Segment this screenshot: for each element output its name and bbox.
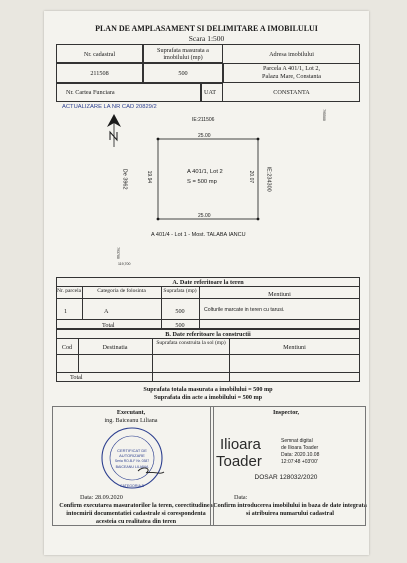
- summary-total-measured: Suprafata totala masurata a imobilului = 500 mp: [143, 386, 273, 393]
- uat-value: CONSTANTA: [273, 89, 310, 96]
- header-suprafata: Suprafata masurata a imobilului (mp): [157, 47, 209, 62]
- total-a-value: 500: [175, 322, 185, 329]
- inspector-box: [210, 406, 366, 526]
- coord-bottom-left: 793700: [115, 247, 120, 259]
- signature-info-3: Data: 2020.10.08: [281, 452, 320, 458]
- north-arrow-icon: [104, 113, 124, 149]
- right-length-label: 20.07: [248, 170, 255, 184]
- top-length-label: 25.00: [198, 133, 211, 139]
- bottom-length-label: 25.00: [198, 213, 211, 219]
- total-b-label: Total: [70, 374, 83, 381]
- section-b-title: B. Date referitoare la constructii: [165, 331, 251, 338]
- executant-box: [52, 406, 214, 526]
- lot-label: A 401/1, Lot 2: [187, 169, 223, 175]
- uat-label: UAT: [204, 89, 217, 96]
- svg-text:CATEGORIA B: CATEGORIA B: [119, 484, 145, 488]
- executant-confirm: Confirm executarea masuratorilor la teren, corectitudinea intocmirii documentatiei cadastrale si corespondenta acesteia cu realitatea din teren: [59, 502, 213, 525]
- row-nr: 1: [64, 308, 68, 315]
- summary-total-acts: Suprafata din acte a imobilului = 500 mp: [153, 394, 263, 401]
- document-title: PLAN DE AMPLASAMENT SI DELIMITARE A IMOBILULUI: [95, 24, 318, 33]
- coord-top-right: 795500: [321, 109, 326, 121]
- header-categorie: Categoria de folosinta: [97, 288, 146, 294]
- svg-text:Seria RO-B-F Nr. 0387: Seria RO-B-F Nr. 0387: [114, 459, 150, 463]
- inspector-date: Data:: [234, 494, 248, 501]
- executant-name: ing. Baiceanu Liliana: [104, 417, 158, 424]
- signature-info-4: 12:07:48 +03'00': [281, 459, 318, 465]
- coord-bottom-left2: 119,700: [118, 262, 131, 266]
- svg-text:BAICEANU LILIANA: BAICEANU LILIANA: [115, 465, 149, 469]
- header-destinatia: Destinatia: [102, 344, 128, 351]
- bottom-caption: A 401/4 - Lot 1 - Most. TALABA IANCU: [151, 232, 246, 238]
- header-mentiuni-a: Mentiuni: [268, 291, 291, 298]
- row-suprafata: 500: [175, 308, 185, 315]
- header-adresa: Adresa imobilului: [269, 51, 314, 58]
- area-label: S = 500 mp: [187, 179, 217, 185]
- nr-cadastral-value: 211508: [90, 70, 109, 77]
- header-nr-parcela: Nr. parcela: [56, 288, 82, 294]
- row-mentiuni: Colturile marcate in teren cu tarusi.: [204, 307, 285, 313]
- update-note: ACTUALIZARE LA NR CAD 20829/2: [62, 104, 157, 110]
- left-side-label: De 3962: [121, 168, 128, 190]
- header-nr-cadastral: Nr. cadastral: [83, 51, 116, 58]
- signature-info-1: Semnat digital: [281, 438, 313, 444]
- cartea-funciara-label: Nr. Cartea Funciara: [66, 89, 115, 96]
- inspector-signature-line1: Ilioara: [220, 436, 261, 453]
- adresa-line2: Palazu Mare, Constanta: [262, 73, 321, 80]
- header-cod: Cod: [61, 344, 73, 351]
- inspector-confirm: Confirm introducerea imobilului in baza de date integrata si atribuirea numarului cadastral: [213, 502, 367, 517]
- inspector-signature-line2: Toader: [216, 453, 262, 470]
- svg-text:CERTIFICAT DE: CERTIFICAT DE: [117, 448, 147, 453]
- executant-date: Data: 28.09.2020: [80, 494, 123, 501]
- dosar-number: DOSAR 128032/2020: [254, 474, 318, 481]
- suprafata-value: 500: [178, 70, 188, 77]
- signature-info-2: de Ilioara Toader: [281, 445, 319, 451]
- header-suprafata-b: Suprafata construita la sol (mp): [156, 340, 226, 346]
- left-length-label: 19.94: [146, 170, 153, 184]
- ie-top-label: IE:211506: [192, 117, 215, 123]
- section-a-title: A. Date referitoare la teren: [172, 279, 244, 286]
- header-mentiuni-b: Mentiuni: [283, 344, 306, 351]
- header-suprafata-a: Suprafata (mp): [163, 288, 197, 294]
- right-side-label: IE:234300: [265, 166, 272, 192]
- document-scale: Scara 1:500: [188, 34, 225, 43]
- total-a-label: Total: [102, 322, 115, 329]
- svg-text:AUTORIZARE: AUTORIZARE: [119, 453, 145, 458]
- adresa-line1: Parcela A 401/1, Lot 2,: [262, 65, 321, 72]
- inspector-title: Inspector,: [272, 409, 300, 416]
- document-sheet: [44, 11, 369, 555]
- row-categorie: A: [104, 308, 109, 315]
- executant-title: Executant,: [116, 409, 146, 416]
